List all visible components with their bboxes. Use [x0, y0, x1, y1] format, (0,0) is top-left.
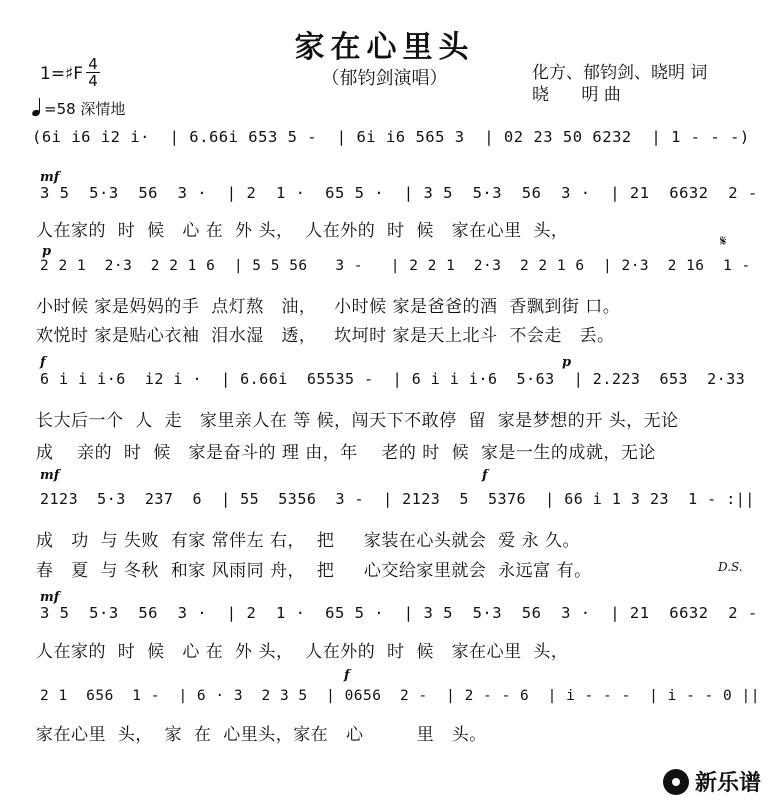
- lyric-row-6: 人在家的 时 候 心 在 外 头， 人在外的 时 候 家在心里 头，: [36, 642, 569, 662]
- lyric-row-5-verse-2: 春 夏 与 冬秋 和家 风雨同 舟， 把 心交给家里就会 永远富 有。: [36, 561, 592, 581]
- time-signature: [86, 56, 100, 89]
- notation-row-1: (6i i6 i2 i· | 6.66i 653 5 - | 6i i6 565 3 | 02 23 50 6232 | 1 - - -): [32, 128, 750, 146]
- page-title: 家在心里头: [294, 30, 475, 65]
- lyric-row-2: 人在家的 时 候 心 在 外 头， 人在外的 时 候 家在心里 头，: [36, 221, 569, 241]
- segno-mark: 𝄋: [720, 232, 727, 250]
- credit-music: 晓 明 曲: [532, 85, 621, 105]
- dynamic-mark: f: [482, 468, 488, 483]
- lyric-row-4-verse-1: 长大后一个 人 走 家里亲人在 等 候，闯天下不敢停 留 家是梦想的开 头，无论: [36, 411, 679, 431]
- logo-text: 新乐谱: [694, 771, 761, 796]
- record-disc-icon: [663, 769, 689, 795]
- lyric-row-3-verse-2: 欢悦时 家是贴心衣袖 泪水湿 透， 坎坷时 家是天上北斗 不会走 丢。: [36, 326, 615, 346]
- meter-top: 4: [88, 55, 98, 73]
- lyric-row-5-verse-1: 成 功 与 失败 有家 常伴左 右， 把 家装在心头就会 爱 永 久。: [36, 531, 580, 551]
- notation-row-5: 2123 5·3 237 6 | 55 5356 3 - | 2123 5 5376 | 66 i 1 3 23 1 - :||: [40, 490, 755, 508]
- credit-lyrics: 化方、郁钧剑、晓明 词: [532, 63, 708, 83]
- lyric-row-4-verse-2: 成 亲的 时 候 家是奋斗的 理 由，年 老的 时 候 家是一生的成就，无论: [36, 443, 656, 463]
- credits: [532, 62, 707, 106]
- tempo-marking: [32, 98, 125, 119]
- lyric-row-7: 家在心里 头， 家 在 心里头，家在 心 里 头。: [36, 725, 487, 745]
- notation-row-3: 2 2 1 2·3 2 2 1 6 | 5 5 56 3 - | 2 2 1 2·3 2 2 1 6 | 2·3 2 16 1 -: [40, 258, 751, 274]
- dynamic-mark: mf: [40, 468, 60, 483]
- ds-mark: D.S.: [718, 560, 743, 574]
- notation-row-4: 6 i i i·6 i2 i · | 6.66i 65535 - | 6 i i i·6 5·63 | 2.223 653 2·33: [40, 370, 746, 388]
- singer-label: （郁钧剑演唱）: [321, 68, 448, 89]
- lyric-row-3-verse-1: 小时候 家是妈妈的手 点灯熬 油， 小时候 家是爸爸的酒 香飘到街 口。: [36, 297, 621, 317]
- notation-row-2: 3 5 5·3 56 3 · | 2 1 · 65 5 · | 3 5 5·3 56 3 · | 21 6632 2 -: [40, 184, 758, 202]
- tempo-text: =58 深情地: [44, 100, 126, 118]
- dynamic-mark: p: [42, 244, 52, 259]
- dynamic-mark: f: [40, 355, 46, 370]
- dynamic-mark: p: [562, 355, 572, 370]
- meter-bottom: 4: [86, 72, 100, 89]
- dynamic-mark: mf: [40, 590, 60, 605]
- notation-row-6: 3 5 5·3 56 3 · | 2 1 · 65 5 · | 3 5 5·3 56 3 · | 21 6632 2 -: [40, 604, 758, 622]
- dynamic-mark: f: [344, 668, 350, 683]
- key-signature: 1=♯F: [40, 64, 84, 84]
- notation-row-7: 2 1 656 1 - | 6 · 3 2 3 5 | 0656 2 - | 2 - - 6 | i - - - | i - - 0 ||: [40, 688, 760, 704]
- site-logo: [663, 766, 761, 797]
- quarter-note-icon: [31, 109, 41, 117]
- dynamic-mark: mf: [40, 170, 60, 185]
